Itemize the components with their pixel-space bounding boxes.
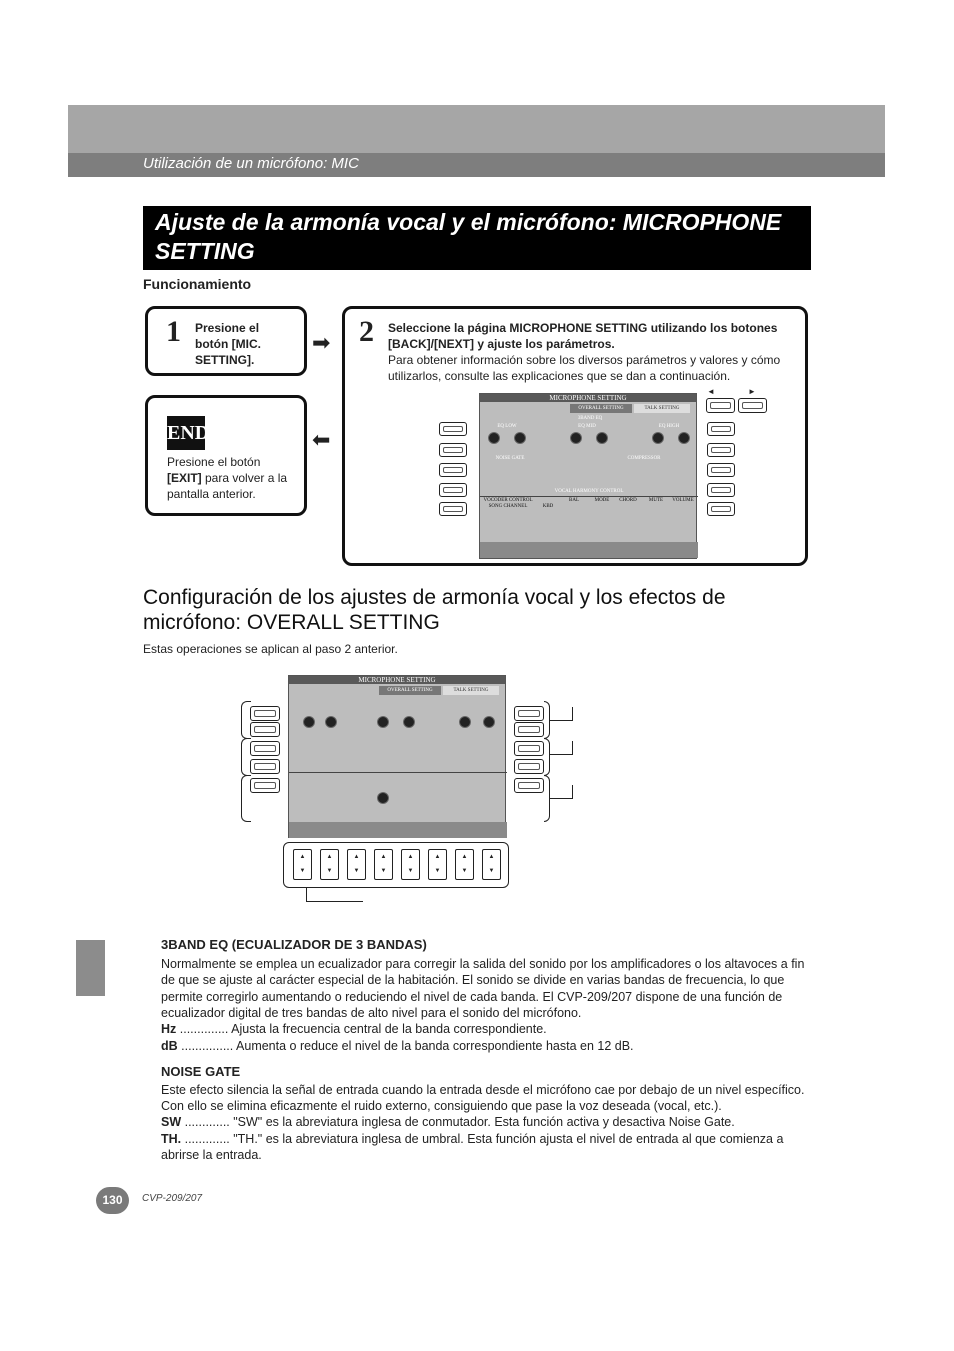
next-arrow-icon: ► <box>748 387 756 396</box>
callout-line <box>550 798 572 799</box>
step1-text: Presione el botón [MIC. SETTING]. <box>195 321 261 367</box>
screen-button-a[interactable] <box>439 422 467 436</box>
lcd-divider-large <box>289 772 507 773</box>
lcd-screen-small <box>479 393 697 559</box>
lcd-button-i-large[interactable] <box>514 759 544 774</box>
screen-button-j[interactable] <box>707 502 735 516</box>
lcd-divider <box>480 496 698 497</box>
noise-gate-item-sw: SW ............. "SW" es la abreviatura inglesa de conmutador. Esta función activa y desactiva Noise Gate. <box>161 1115 735 1129</box>
arrow-right-icon: ➡ <box>312 330 331 355</box>
knob-icon[interactable] <box>652 432 664 444</box>
eq-item-hz: Hz .............. Ajusta la frecuencia central de la banda correspondiente. <box>161 1022 547 1036</box>
lcd-button-a-large[interactable] <box>250 706 280 721</box>
end-box <box>145 395 307 516</box>
lcd-song-channel: SONG CHANNEL <box>488 504 528 509</box>
lcd-bottom-row <box>480 542 698 558</box>
callout-line <box>306 888 307 902</box>
lcd-mode: MODE <box>594 498 610 503</box>
updown-button-3[interactable]: ▲ ▼ <box>347 849 366 880</box>
overall-setting-intro: Estas operaciones se aplican al paso 2 anterior. <box>143 642 398 656</box>
lcd-button-e-large[interactable] <box>250 778 280 793</box>
operation-heading: Funcionamiento <box>143 276 252 292</box>
callout-line <box>572 741 573 755</box>
callout-line <box>306 901 363 902</box>
knob-icon[interactable] <box>377 792 389 804</box>
screen-button-i[interactable] <box>707 483 735 497</box>
lcd-chord: CHORD <box>619 498 637 503</box>
updown-button-2[interactable]: ▲ ▼ <box>320 849 339 880</box>
sidebar-tab <box>76 940 105 996</box>
tab-talk-setting[interactable]: TALK SETTING <box>634 404 690 413</box>
screen-button-e[interactable] <box>439 502 467 516</box>
lcd-vocal-harmony-control: VOCAL HARMONY CONTROL <box>554 489 624 494</box>
overall-setting-heading: Configuración de los ajustes de armonía vocal y los efectos de micrófono: OVERALL SETTING <box>143 586 726 634</box>
lcd-eq-low: EQ LOW <box>497 424 517 429</box>
eq-heading: 3BAND EQ (ECUALIZADOR DE 3 BANDAS) <box>161 937 427 952</box>
lcd-title: MICROPHONE SETTING <box>480 394 696 402</box>
arrow-left-icon: ⬅ <box>312 427 331 452</box>
screen-button-g[interactable] <box>707 443 735 457</box>
lcd-compressor: COMPRESSOR <box>627 456 661 461</box>
knob-icon[interactable] <box>488 432 500 444</box>
lcd-eq-mid: EQ MID <box>578 424 596 429</box>
lcd-bal: BAL <box>569 498 579 503</box>
updown-button-6[interactable]: ▲ ▼ <box>428 849 447 880</box>
back-arrow-icon: ◄ <box>707 387 715 396</box>
page-title: Ajuste de la armonía vocal y el micrófono: MICROPHONE SETTING <box>143 206 811 270</box>
step2-bold-text: Seleccione la página MICROPHONE SETTING utilizando los botones [BACK]/[NEXT] y ajuste los parámetros. <box>388 321 778 351</box>
knob-icon[interactable] <box>377 716 389 728</box>
screen-button-h[interactable] <box>707 463 735 477</box>
lcd-button-f-large[interactable] <box>514 706 544 721</box>
section-header-title: Utilización de un micrófono: MIC <box>143 155 359 172</box>
knob-icon[interactable] <box>570 432 582 444</box>
callout-line <box>572 707 573 721</box>
step2-box <box>342 306 808 566</box>
updown-button-4[interactable]: ▲ ▼ <box>374 849 393 880</box>
noise-gate-paragraph: Este efecto silencia la señal de entrada cuando la entrada desde el micrófono cae por debajo de un nivel específico. Con ello se elimina eficazmente el ruido externo, consiguiendo que pase la voz deseada (vocal, etc.). <box>161 1083 805 1114</box>
screen-button-f[interactable] <box>707 422 735 436</box>
knob-icon[interactable] <box>596 432 608 444</box>
next-button[interactable] <box>738 398 767 413</box>
lcd-band-eq: 3BAND EQ <box>577 416 603 421</box>
callout-line <box>572 785 573 799</box>
bracket <box>241 701 251 739</box>
screen-button-d[interactable] <box>439 483 467 497</box>
lcd-button-b-large[interactable] <box>250 722 280 737</box>
updown-button-5[interactable]: ▲ ▼ <box>401 849 420 880</box>
lcd-vocoder-control: VOCODER CONTROL <box>483 498 533 503</box>
screen-button-c[interactable] <box>439 463 467 477</box>
lcd-kbd: KBD <box>542 504 554 509</box>
knob-icon[interactable] <box>678 432 690 444</box>
step1-number: 1 <box>166 315 181 348</box>
screen-button-b[interactable] <box>439 443 467 457</box>
lcd-button-j-large[interactable] <box>514 778 544 793</box>
updown-button-7[interactable]: ▲ ▼ <box>455 849 474 880</box>
updown-buttons-panel <box>283 842 509 888</box>
tab-talk-setting-large[interactable]: TALK SETTING <box>443 686 499 695</box>
knob-icon[interactable] <box>325 716 337 728</box>
knob-icon[interactable] <box>514 432 526 444</box>
lcd-bottom-row-large <box>289 822 507 838</box>
bracket <box>241 738 251 776</box>
lcd-screen-large <box>288 675 506 838</box>
tab-overall-setting[interactable]: OVERALL SETTING <box>570 404 632 413</box>
knob-icon[interactable] <box>459 716 471 728</box>
step2-number: 2 <box>359 315 374 348</box>
bracket <box>241 775 251 822</box>
bracket <box>544 738 550 776</box>
callout-line <box>550 754 572 755</box>
eq-paragraph: Normalmente se emplea un ecualizador para corregir la salida del sonido por los amplificadores o los altavoces a fin de que se ajuste al carácter especial de la habitación. El sonido se divide en varias bandas de frecuencia, lo que permite corregirlo aumentando o reduciendo el nivel de cada banda. El CVP-209/207 dispone de una función de ecualizador digital de tres bandas de alto nivel para el sonido del micrófono. <box>161 957 805 1021</box>
noise-gate-item-th: TH. ............. "TH." es la abreviatura inglesa de umbral. Esta función ajusta el nivel de entrada al que comienza a abrirse la entrada. <box>161 1132 784 1163</box>
lcd-button-g-large[interactable] <box>514 722 544 737</box>
lcd-title-large: MICROPHONE SETTING <box>289 676 505 684</box>
lcd-eq-high: EQ HIGH <box>658 424 680 429</box>
updown-button-8[interactable]: ▲ ▼ <box>482 849 501 880</box>
knob-icon[interactable] <box>483 716 495 728</box>
callout-line <box>550 720 572 721</box>
lcd-button-d-large[interactable] <box>250 759 280 774</box>
updown-button-1[interactable]: ▲ ▼ <box>293 849 312 880</box>
step1-box <box>145 306 307 376</box>
lcd-volume: VOLUME <box>672 498 694 503</box>
back-button[interactable] <box>706 398 735 413</box>
lcd-noise-gate: NOISE GATE <box>495 456 525 461</box>
knob-icon[interactable] <box>303 716 315 728</box>
step2-text: Para obtener información sobre los diversos parámetros y valores y cómo utilizarlos, consulte las explicaciones que se dan a continuación. <box>388 353 781 383</box>
tab-overall-setting-large[interactable]: OVERALL SETTING <box>379 686 441 695</box>
end-logo: END <box>167 416 205 450</box>
lcd-button-c-large[interactable] <box>250 741 280 756</box>
knob-icon[interactable] <box>403 716 415 728</box>
model-name: CVP-209/207 <box>142 1193 203 1204</box>
eq-item-db: dB ............... Aumenta o reduce el nivel de la banda correspondiente hasta en 12 dB. <box>161 1039 634 1053</box>
lcd-mute: MUTE <box>648 498 664 503</box>
noise-gate-heading: NOISE GATE <box>161 1064 241 1079</box>
page-number: 130 <box>96 1187 129 1214</box>
end-text: Presione el botón [EXIT] para volver a la pantalla anterior. <box>167 455 288 501</box>
lcd-button-h-large[interactable] <box>514 741 544 756</box>
